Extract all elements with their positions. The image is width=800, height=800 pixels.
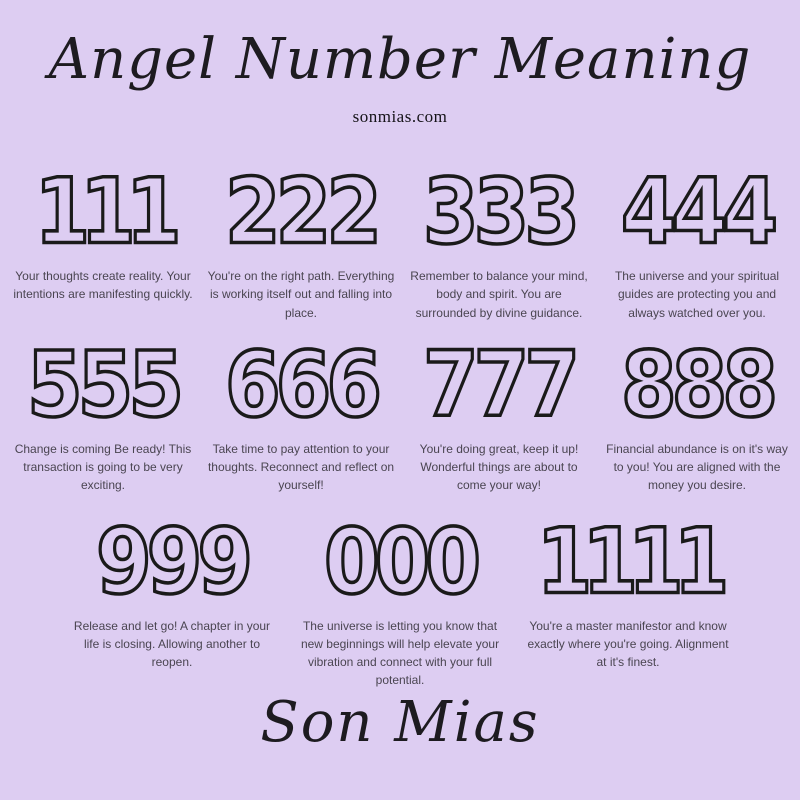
angel-number-999: 999: [96, 508, 248, 613]
angel-number-222-meaning: You're on the right path. Everything is working itself out and falling into place.: [207, 269, 395, 320]
angel-number-555-meaning: Change is coming Be ready! This transaction is going to be very exciting.: [14, 441, 192, 493]
number-row-3: [0, 508, 800, 690]
angel-number-1111-meaning: You're a master manifestor and know exactly where you're going. Alignment at it's finest.: [527, 618, 729, 670]
angel-number-000-meaning: The universe is letting you know that new beginnings will help elevate your vibration and connect with your full potential.: [300, 618, 500, 688]
brand-signature: Son Mias: [260, 689, 540, 755]
angel-number-1111-card: [515, 508, 741, 672]
angel-number-888: 888: [621, 331, 773, 436]
website-url: sonmias.com: [352, 107, 448, 127]
angel-number-777: 777: [423, 331, 575, 436]
angel-number-222-card: [203, 161, 399, 322]
angel-number-111-meaning: Your thoughts create reality. Your intentions are manifesting quickly.: [13, 269, 193, 302]
angel-number-666-card: [203, 331, 399, 495]
angel-number-777-card: [401, 331, 597, 495]
angel-number-999-meaning: Release and let go! A chapter in your life is closing. Allowing another to reopen.: [73, 618, 271, 670]
angel-number-555-card: [5, 331, 201, 495]
angel-number-666: 666: [225, 331, 377, 436]
angel-number-333-card: [401, 161, 597, 322]
angel-number-444-meaning: The universe and your spiritual guides are protecting you and always watched over you.: [614, 269, 780, 320]
page-title: Angel Number Meaning: [48, 27, 752, 92]
angel-number-888-card: [599, 331, 795, 495]
angel-number-111: 111: [34, 159, 172, 264]
angel-number-000: 000: [324, 508, 476, 613]
angel-number-777-meaning: You're doing great, keep it up! Wonderful things are about to come your way!: [419, 441, 579, 493]
angel-number-000-card: [287, 508, 513, 690]
angel-number-222: 222: [225, 159, 377, 264]
angel-number-1111: 1111: [536, 508, 720, 613]
angel-number-111-card: [5, 161, 201, 303]
angel-number-333: 333: [423, 159, 575, 264]
angel-number-333-meaning: Remember to balance your mind, body and spirit. You are surrounded by divine guidance.: [410, 269, 588, 320]
angel-number-444: 444: [621, 159, 773, 264]
angel-number-999-card: [59, 508, 285, 672]
number-row-2: [0, 331, 800, 495]
number-row-1: [0, 161, 800, 322]
angel-number-444-card: [599, 161, 795, 322]
angel-number-666-meaning: Take time to pay attention to your thoughts. Reconnect and reflect on yourself!: [207, 441, 395, 493]
angel-number-555: 555: [27, 331, 179, 436]
angel-number-888-meaning: Financial abundance is on it's way to you! You are aligned with the money you desire.: [606, 441, 788, 493]
